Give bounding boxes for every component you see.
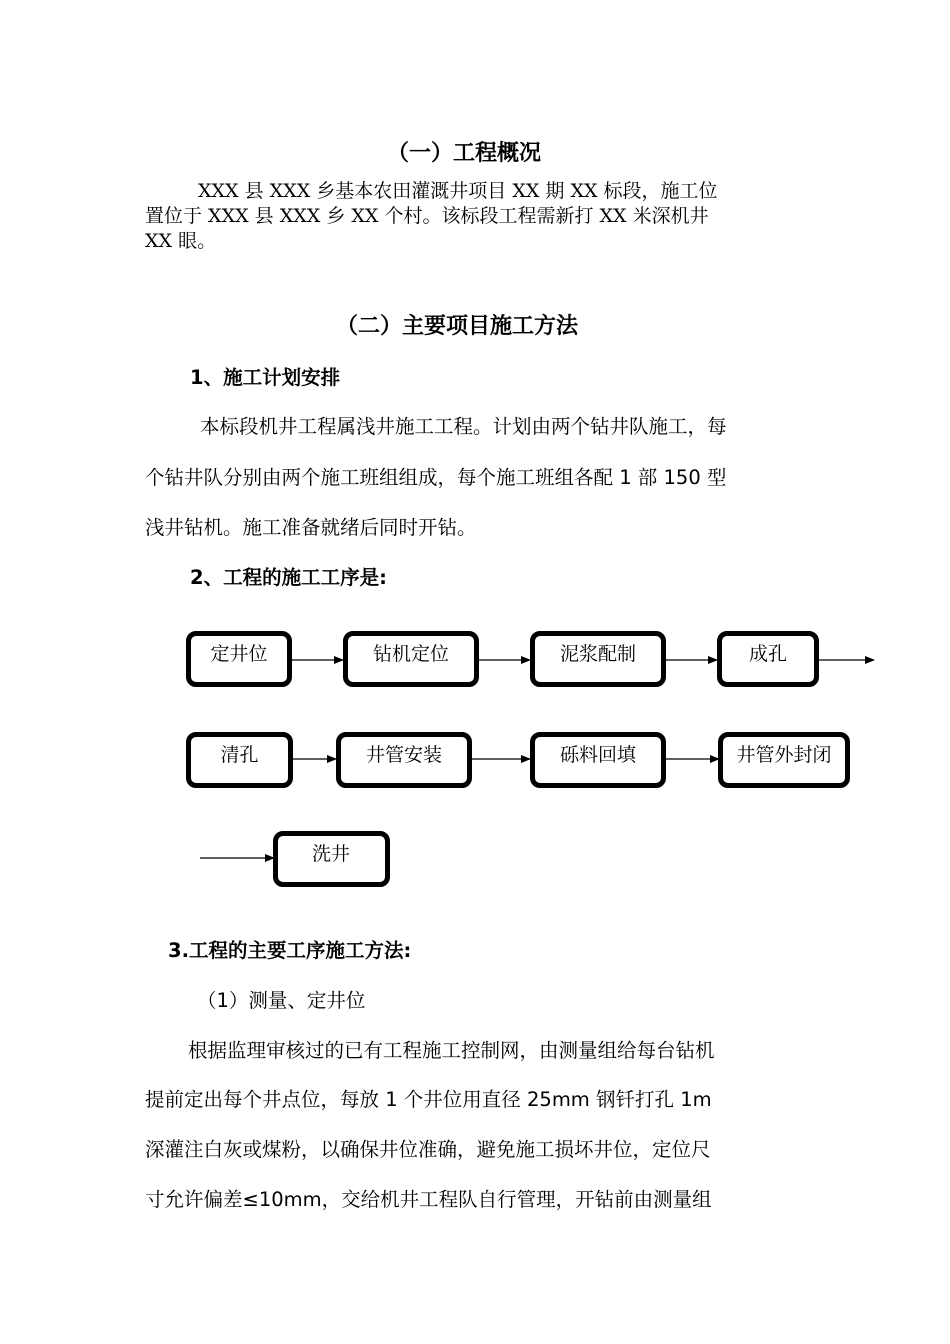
step-box-5 [186,732,293,788]
step-box-3 [530,631,666,687]
step-box-6 [336,732,472,788]
step-box-7 [530,732,666,788]
step-label-7: 砾料回填 [559,744,636,766]
sub3-heading: 3.工程的主要工序施工方法: [168,939,412,962]
sub1-line-2: 个钻井队分别由两个施工班组组成，每个施工班组各配 1 部 150 型 [145,466,727,489]
step-label-8: 井管外封闭 [736,744,832,766]
step-box-9 [273,831,390,887]
step-label-9: 洗井 [312,843,351,865]
section1-line-2: 置位于 XXX 县 XXX 乡 XX 个村。该标段工程需新打 XX 米深机井 [145,205,709,227]
step-label-1: 定井位 [210,643,268,665]
section1-line-3: XX 眼。 [145,230,217,252]
step-label-2: 钻机定位 [372,643,449,665]
item1-line-2: 提前定出每个井点位，每放 1 个井位用直径 25mm 钢钎打孔 1m [145,1088,712,1111]
sub1-line-1: 本标段机井工程属浅井施工工程。计划由两个钻井队施工，每 [200,415,727,438]
section2-title: （二）主要项目施工方法 [336,314,579,339]
item1-line-1: 根据监理审核过的已有工程施工控制网，由测量组给每台钻机 [188,1039,715,1062]
step-label-5: 清孔 [220,744,259,766]
sub2-heading: 2、工程的施工工序是: [190,566,387,589]
item1-line-3: 深灌注白灰或煤粉，以确保井位准确，避免施工损坏井位，定位尺 [145,1138,711,1161]
sub1-heading: 1、施工计划安排 [190,366,341,389]
step-box-8 [718,732,850,788]
step-label-4: 成孔 [748,643,787,665]
section1-title: （一）工程概况 [387,141,542,166]
step-box-4 [717,631,819,687]
sub1-line-3: 浅井钻机。施工准备就绪后同时开钻。 [145,516,477,539]
step-box-1 [186,631,292,687]
step-box-2 [343,631,479,687]
item1-heading: （1）测量、定井位 [197,989,366,1012]
item1-line-4: 寸允许偏差≤10mm，交给机井工程队自行管理，开钻前由测量组 [145,1188,712,1211]
step-label-6: 井管安装 [365,744,442,766]
section1-line-1: XXX 县 XXX 乡基本农田灌溉井项目 XX 期 XX 标段，施工位 [198,180,718,202]
step-label-3: 泥浆配制 [559,643,636,665]
